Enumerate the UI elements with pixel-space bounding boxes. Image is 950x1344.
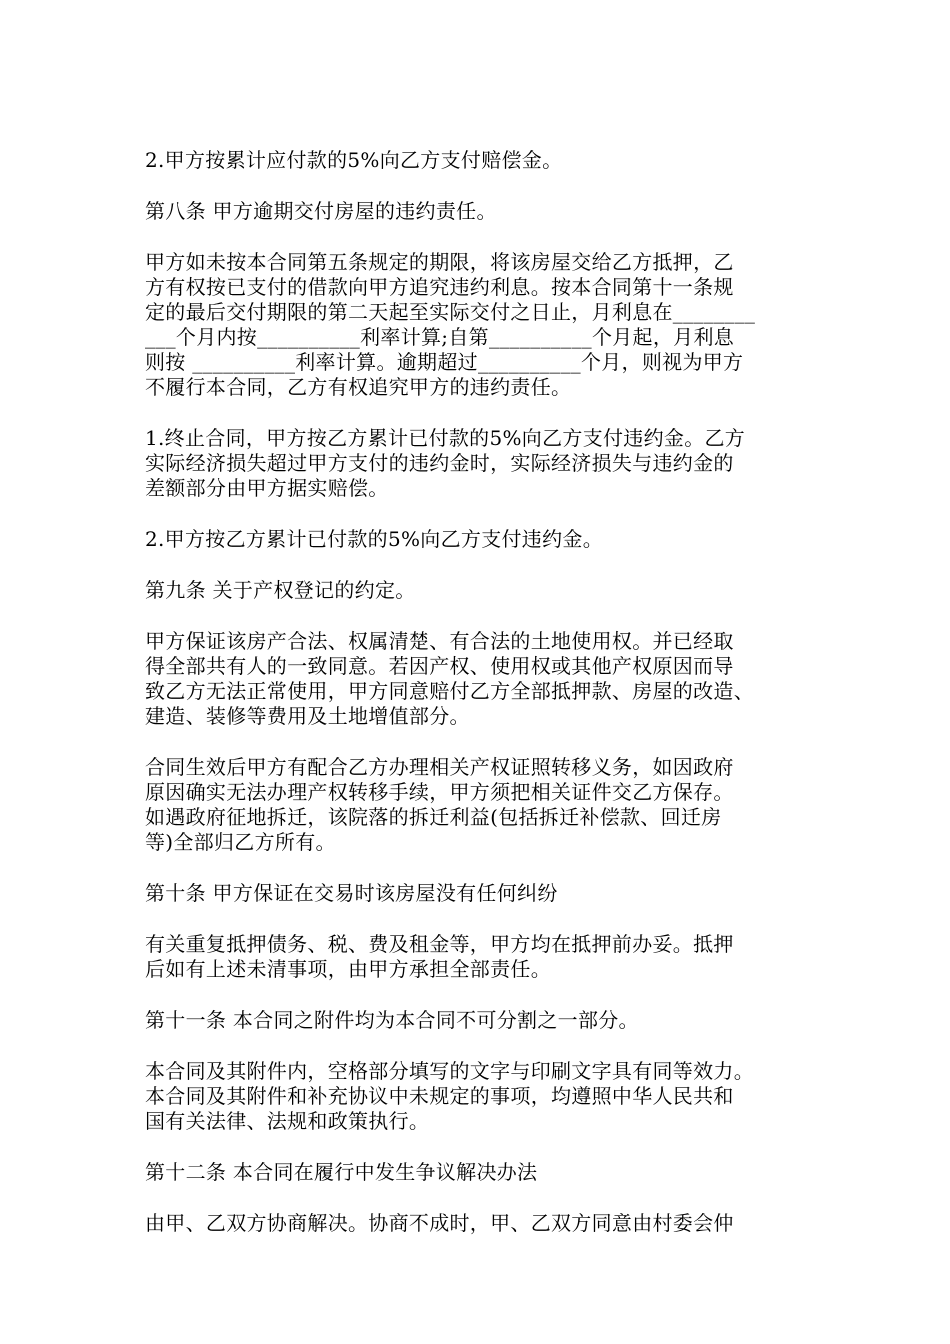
text-line: 实际经济损失超过甲方支付的违约金时，实际经济损失与违约金的: [145, 451, 734, 475]
article-12-body: [145, 1211, 810, 1236]
text-line: 本合同及其附件内，空格部分填写的文字与印刷文字具有同等效力。: [145, 1059, 754, 1083]
text-line: 2.甲方按乙方累计已付款的5%向乙方支付违约金。: [145, 527, 604, 551]
text-line: 如遇政府征地拆迁，该院落的拆迁利益(包括拆迁补偿款、回迁房: [145, 805, 722, 829]
text-line: 本合同及其附件和补充协议中未规定的事项，均遵照中华人民共和: [145, 1084, 734, 1108]
text-line: 不履行本合同，乙方有权追究甲方的违约责任。: [145, 375, 572, 399]
text-line: 原因确实无法办理产权转移手续，甲方须把相关证件交乙方保存。: [145, 780, 734, 804]
article-10-body: [145, 932, 810, 982]
article-8-item-2: [145, 527, 810, 552]
text-line: 第十条 甲方保证在交易时该房屋没有任何纠纷: [145, 881, 558, 905]
text-line: 国有关法律、法规和政策执行。: [145, 1109, 430, 1133]
text-line: 建造、装修等费用及土地增值部分。: [145, 704, 470, 728]
text-line: 第十二条 本合同在履行中发生争议解决办法: [145, 1160, 538, 1184]
text-line: 合同生效后甲方有配合乙方办理相关产权证照转移义务，如因政府: [145, 755, 734, 779]
article-8-heading: [145, 199, 810, 224]
article-9-body-1: [145, 629, 810, 729]
document-page: [145, 148, 810, 1262]
text-line: 第十一条 本合同之附件均为本合同不可分割之一部分。: [145, 1008, 639, 1032]
article-9-heading: [145, 578, 810, 603]
text-line: 甲方如未按本合同第五条规定的期限，将该房屋交给乙方抵押，乙: [145, 250, 734, 274]
text-line: 甲方保证该房产合法、权属清楚、有合法的土地使用权。并已经取: [145, 629, 734, 653]
text-line: ___个月内按__________利率计算;自第__________个月起，月利息: [145, 325, 735, 349]
text-line: 差额部分由甲方据实赔偿。: [145, 476, 389, 500]
text-line: 由甲、乙双方协商解决。协商不成时，甲、乙双方同意由村委会仲: [145, 1211, 734, 1235]
text-line: 等)全部归乙方所有。: [145, 830, 336, 854]
text-line: 致乙方无法正常使用，甲方同意赔付乙方全部抵押款、房屋的改造、: [145, 679, 754, 703]
text-line: 方有权按已支付的借款向甲方追究违约利息。按本合同第十一条规: [145, 275, 734, 299]
text-line: 得全部共有人的一致同意。若因产权、使用权或其他产权原因而导: [145, 654, 734, 678]
text-line: 定的最后交付期限的第二天起至实际交付之日止，月利息在________: [145, 300, 756, 324]
text-line: 第八条 甲方逾期交付房屋的违约责任。: [145, 199, 497, 223]
article-11-heading: [145, 1008, 810, 1033]
article-9-body-2: [145, 755, 810, 855]
text-line: 2.甲方按累计应付款的5%向乙方支付赔偿金。: [145, 148, 563, 172]
article-8-item-1: [145, 426, 810, 501]
text-line: 有关重复抵押债务、税、费及租金等，甲方均在抵押前办妥。抵押: [145, 932, 734, 956]
article-11-body: [145, 1059, 810, 1134]
text-line: 后如有上述未清事项，由甲方承担全部责任。: [145, 957, 551, 981]
article-12-heading: [145, 1160, 810, 1185]
article-8-body: [145, 250, 810, 400]
text-line: 1.终止合同，甲方按乙方累计已付款的5%向乙方支付违约金。乙方: [145, 426, 746, 450]
paragraph-compensation-item-2: [145, 148, 810, 173]
article-10-heading: [145, 881, 810, 906]
text-line: 则按 __________利率计算。逾期超过__________个月，则视为甲方: [145, 350, 744, 374]
text-line: 第九条 关于产权登记的约定。: [145, 578, 416, 602]
